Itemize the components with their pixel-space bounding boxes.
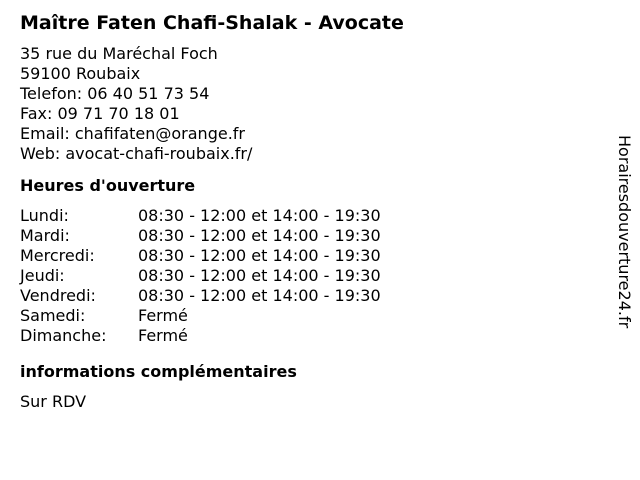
extra-info-heading: informations complémentaires [20,362,297,381]
day-label: Jeudi: [20,266,65,285]
phone-number: Telefon: 06 40 51 73 54 [20,84,210,103]
day-label: Lundi: [20,206,69,225]
hours-heading: Heures d'ouverture [20,176,196,195]
hours-row-monday [20,206,600,226]
hours-row-thursday [20,266,600,286]
day-label: Mercredi: [20,246,95,265]
city-postal: 59100 Roubaix [20,64,141,83]
hours-table [20,206,600,346]
day-label: Dimanche: [20,326,107,345]
contact-block [20,44,600,164]
extra-info-text: Sur RDV [20,392,87,411]
hours-row-sunday [20,326,600,346]
site-brand-label: Horairesdouverture24.fr [615,135,634,329]
hours-row-tuesday [20,226,600,246]
email-address: Email: chafifaten@orange.fr [20,124,245,143]
hours-row-wednesday [20,246,600,266]
time-value: 08:30 - 12:00 et 14:00 - 19:30 [138,286,381,305]
business-card [20,8,600,412]
time-value: 08:30 - 12:00 et 14:00 - 19:30 [138,206,381,225]
fax-number: Fax: 09 71 70 18 01 [20,104,180,123]
day-label: Samedi: [20,306,86,325]
time-value: 08:30 - 12:00 et 14:00 - 19:30 [138,226,381,245]
time-value: Fermé [138,326,188,345]
time-value: 08:30 - 12:00 et 14:00 - 19:30 [138,246,381,265]
street-address: 35 rue du Maréchal Foch [20,44,218,63]
hours-row-saturday [20,306,600,326]
time-value: 08:30 - 12:00 et 14:00 - 19:30 [138,266,381,285]
hours-row-friday [20,286,600,306]
day-label: Mardi: [20,226,70,245]
business-title: Maître Faten Chafi-Shalak - Avocate [20,12,404,34]
day-label: Vendredi: [20,286,96,305]
time-value: Fermé [138,306,188,325]
website-address: Web: avocat-chafi-roubaix.fr/ [20,144,253,163]
